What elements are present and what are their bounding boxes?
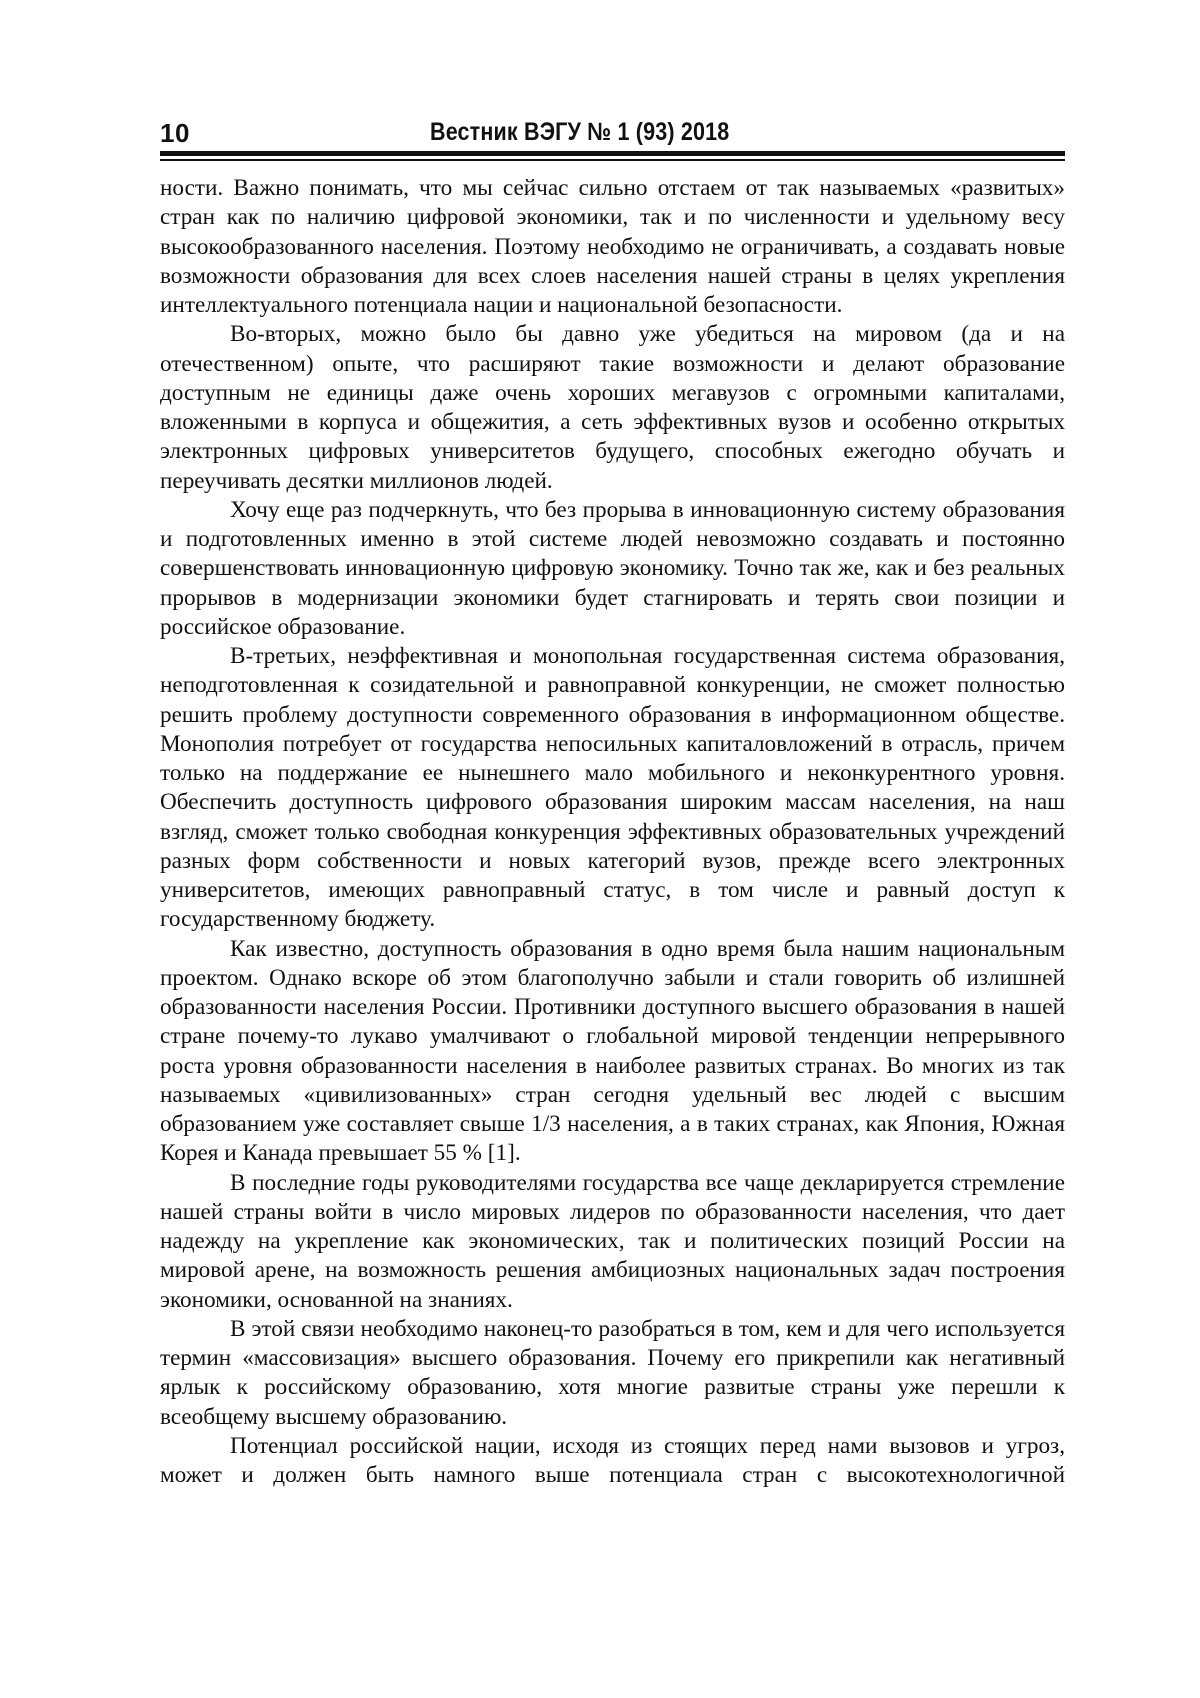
header-rule-thick: [160, 151, 1065, 156]
header-rule-thin: [160, 159, 1065, 161]
page-number: 10: [160, 118, 190, 148]
journal-title: Вестник ВЭГУ № 1 (93) 2018: [430, 118, 730, 146]
paragraph-continuation: ности. Важно понимать, что мы сейчас сильно отстаем от так называемых «развитых» стран как по наличию цифровой экономики, так и по численности и удельному весу высокообразованного населения. Поэтому необходимо не ограничивать, а создавать новые возможности образования для всех слоев населения нашей страны в целях укрепления интеллектуального потенциала нации и национальной безопасности.: [160, 175, 1065, 318]
article-body: [160, 174, 1065, 1490]
paragraph: В-третьих, неэффективная и монопольная государственная система образования, неподготовленная к созидательной и равноправной конкуренции, не сможет полностью решить проблему доступности современного образования в информационном обществе. Монополия потребует от государства непосильных капиталовложений в отрасль, причем только на поддержание ее нынешнего мало мобильного и неконкурентного уровня. Обеспечить доступность цифрового образования широким массам населения, на наш взгляд, сможет только свободная конкуренция эффективных образовательных учреждений разных форм собственности и новых категорий вузов, прежде всего электронных университетов, имеющих равноправный статус, в том числе и равный доступ к государственному бюджету.: [160, 643, 1065, 933]
paragraph: Как известно, доступность образования в одно время была нашим национальным проектом. Однако вскоре об этом благополучно забыли и стали говорить об излишней образованности населения России. Противники доступного высшего образования в нашей стране почему-то лукаво умалчивают о глобальной мировой тенденции непрерывного роста уровня образованности населения в наиболее развитых странах. Во многих из так называемых «цивилизованных» стран сегодня удельный вес людей с высшим образованием уже составляет свыше 1/3 населения, а в таких странах, как Япония, Южная Корея и Канада превышает 55 % [1].: [160, 935, 1065, 1167]
paragraph: В последние годы руководителями государства все чаще декларируется стремление нашей страны войти в число мировых лидеров по образованности населения, что дает надежду на укрепление как экономических, так и политических позиций России на мировой арене, на возможность решения амбициозных национальных задач построения экономики, основанной на знаниях.: [160, 1169, 1065, 1313]
paragraph-continues: Потенциал российской нации, исходя из стоящих перед нами вызовов и угроз, может и должен быть намного выше потенциала стран с высокотехнологичной: [160, 1432, 1065, 1488]
paragraph: В этой связи необходимо наконец-то разобраться в том, кем и для чего используется термин «массовизация» высшего образования. Почему его прикрепили как негативный ярлык к российскому образованию, хотя многие развитые страны уже перешли к всеобщему высшему образованию.: [160, 1315, 1065, 1430]
paragraph: Во-вторых, можно было бы давно уже убедиться на мировом (да и на отечественном) опыте, что расширяют такие возможности и делают образование доступным не единицы даже очень хороших мегавузов с огромными капиталами, вложенными в корпуса и общежития, а сеть эффективных вузов и особенно открытых электронных цифровых университетов будущего, способных ежегодно обучать и переучивать десятки миллионов людей.: [160, 321, 1065, 494]
paragraph: Хочу еще раз подчеркнуть, что без прорыва в инновационную систему образования и подготовленных именно в этой системе людей невозможно создавать и постоянно совершенствовать инновационную цифровую экономику. Точно так же, как и без реальных прорывов в модернизации экономики будет стагнировать и терять свои позиции и российское образование.: [160, 496, 1065, 640]
page-header: [160, 112, 1065, 152]
